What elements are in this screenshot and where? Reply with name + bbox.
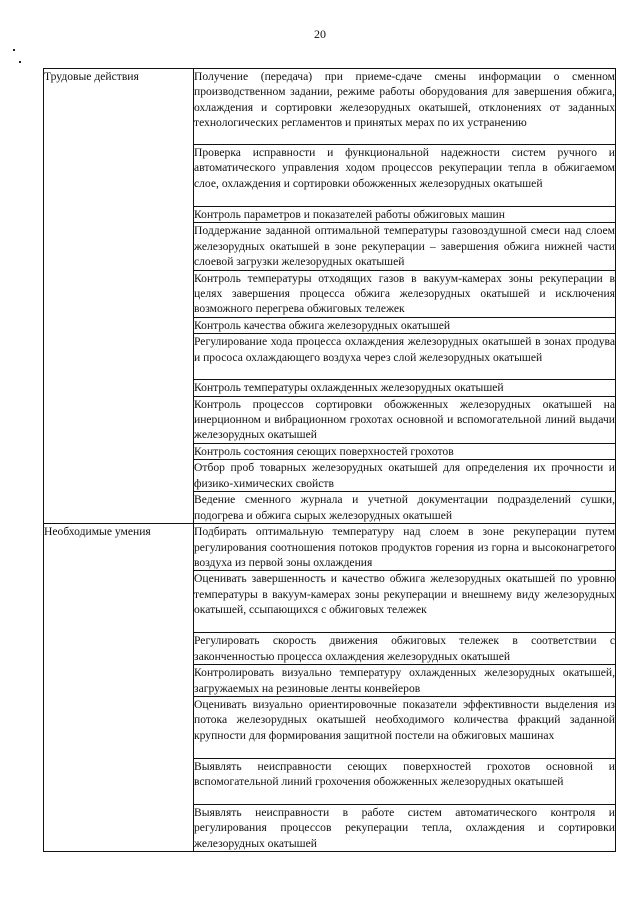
table-cell: Отбор проб товарных железорудных окатышей для определения их прочности и физико-химических свойств [194,461,615,490]
table-cell: Оценивать завершенность и качество обжига железорудных окатышей по уровню температуры в вакуум-камерах зоны рекуперации и внешнему виду железорудных окатышей, ссыпающихся с обжиговых тележек [194,571,616,633]
table-cell: Контроль процессов сортировки обожженных железорудных окатышей на инерционном и вибрационном грохотах основной и вспомогательной линий выдачи железорудных окатышей [194,397,615,442]
table-cell: Получение (передача) при приеме-сдаче смены информации о сменном производственном задании, режиме работы оборудования для завершения обжига, охлаждения и сортировки железорудных окатышей, отклонениях от заданных технологических регламентов и принятых мерах по их устранению [194,69,616,145]
table-cell: Контроль качества обжига железорудных окатышей [194,317,616,333]
table-cell: Оценивать визуально ориентировочные показатели эффективности выделения из потока железорудных окатышей необходимого количества фракций заданной крупности для формирования защитной постели на обжиговых машинах [194,696,616,758]
table-cell: Выявлять неисправности сеющих поверхностей грохотов основной и вспомогательной линий грохочения обожженных железорудных окатышей [194,758,616,804]
table-cell: Подбирать оптимальную температуру над слоем в зоне рекуперации путем регулирования соотношения потоков продуктов горения из горна и высоконагретого воздуха из первой зоны охлаждения [194,525,615,569]
table-cell: Контроль состояния сеющих поверхностей грохотов [194,443,616,459]
table-cell: Регулировать скорость движения обжиговых тележек в соответствии с законченностью процесса охлаждения железорудных окатышей [194,634,615,663]
requirements-table [43,68,616,852]
page-number: 20 [314,27,326,41]
section-title: Необходимые умения [44,524,194,852]
table-row [44,524,616,571]
table-cell: Контроль параметров и показателей работы обжиговых машин [194,207,616,223]
table-cell: Контроль температуры охлажденных железорудных окатышей [194,380,616,396]
table-cell: Контролировать визуально температуру охлажденных железорудных окатышей, загружаемых на резиновые ленты конвейеров [194,666,615,695]
table-cell: Поддержание заданной оптимальной температуры газовоздушной смеси над слоем железорудных окатышей в зоне рекуперации – завершения обжига нижней части слоевой загрузки железорудных окатышей [194,224,615,269]
table-cell: Проверка исправности и функциональной надежности систем ручного и автоматического управления ходом процессов рекуперации тепла в обжигаемом слое, охлаждения и сортировки обожженных железорудных окатышей [194,145,616,207]
table-cell: Регулирование хода процесса охлаждения железорудных окатышей в зонах продува и прососа охлаждающего воздуха через слой железорудных окатышей [194,334,616,380]
scan-speck [13,49,15,51]
table-cell: Контроль температуры отходящих газов в вакуум-камерах зоны рекуперации в целях завершения процесса обжига железорудных окатышей и исключения возможного перегрева обжиговых тележек [194,271,615,316]
table-cell: Ведение сменного журнала и учетной документации подразделений сушки, подогрева и обжига сырых железорудных окатышей [194,492,616,524]
section-title: Трудовые действия [44,69,194,524]
scan-speck [19,61,21,63]
table-cell: Выявлять неисправности в работе систем автоматического контроля и регулирования процессов рекуперации тепла, охлаждения и сортировки железорудных окатышей [194,805,615,850]
table-row [44,69,616,145]
